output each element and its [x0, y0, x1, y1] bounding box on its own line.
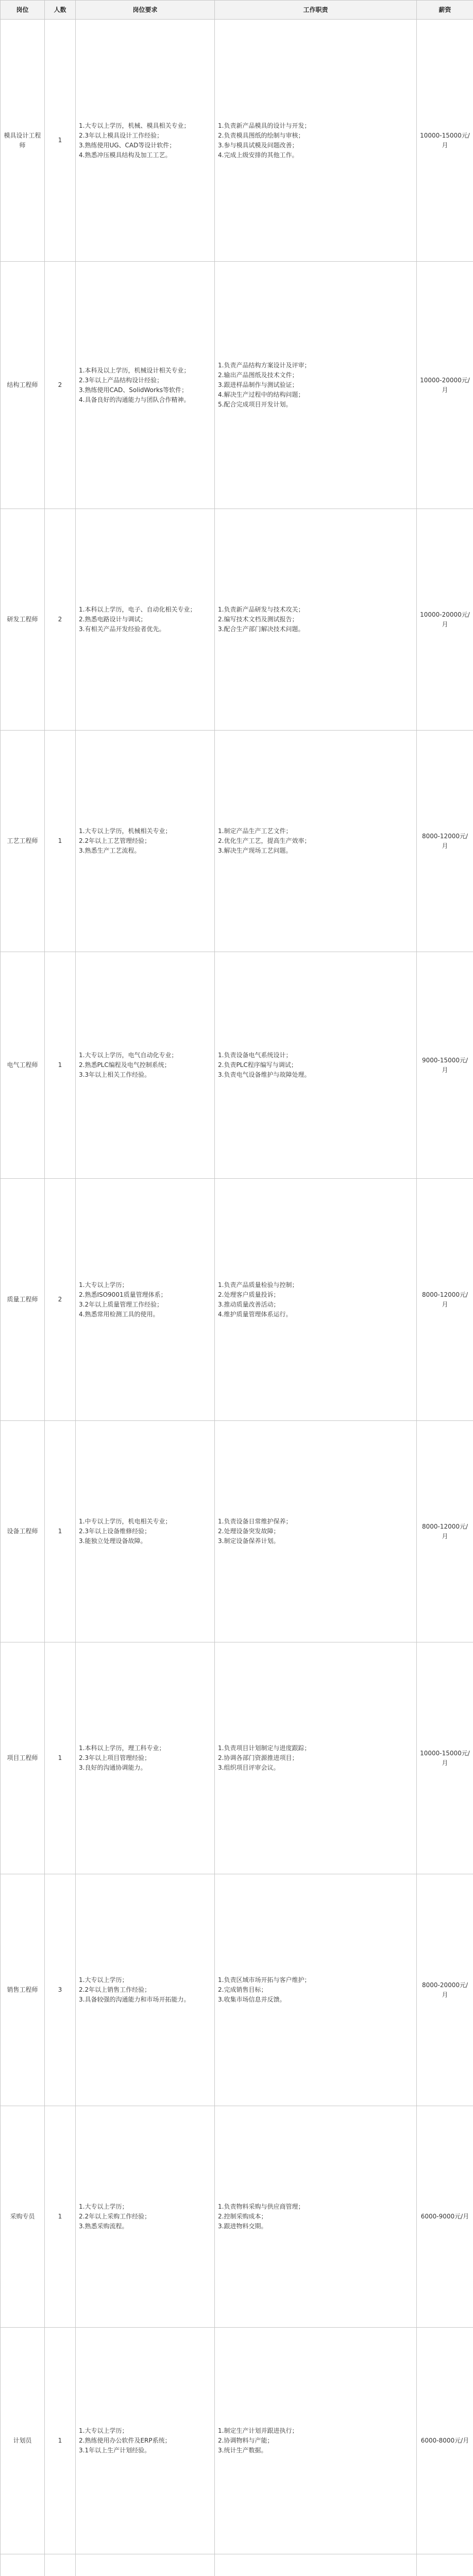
cell-duties: 1.负责区域市场开拓与客户维护； 2.完成销售目标； 3.收集市场信息并反馈。	[215, 1874, 417, 2106]
cell-requirements	[76, 2554, 215, 2576]
cell-duties: 1.制定生产计划并跟进执行； 2.协调物料与产能； 3.统计生产数据。	[215, 2328, 417, 2554]
cell-requirements: 1.本科以上学历，理工科专业； 2.3年以上项目管理经验； 3.良好的沟通协调能力。	[76, 1642, 215, 1874]
cell-position: 结构工程师	[1, 262, 45, 509]
cell-position: 模具设计工程师	[1, 20, 45, 262]
table-row	[1, 1421, 473, 1642]
cell-duties: 1.负责产品结构方案设计及评审； 2.输出产品图纸及技术文件； 3.跟进样品制作与测试验证； 4.解决生产过程中的结构问题； 5.配合完成项目开发计划。	[215, 262, 417, 509]
cell-requirements: 1.大专以上学历； 2.2年以上销售工作经验； 3.具备较强的沟通能力和市场开拓能力。	[76, 1874, 215, 2106]
job-table-body	[1, 20, 473, 2576]
table-row	[1, 1642, 473, 1874]
cell-headcount: 1	[45, 731, 76, 952]
cell-headcount: 1	[45, 2328, 76, 2554]
cell-salary	[417, 2554, 473, 2576]
table-row	[1, 2554, 473, 2576]
cell-requirements: 1.中专以上学历，机电相关专业； 2.3年以上设备维修经验； 3.能独立处理设备故障。	[76, 1421, 215, 1642]
header-headcount: 人数	[45, 1, 76, 20]
cell-duties: 1.负责新产品研发与技术攻关； 2.编写技术文档及测试报告； 3.配合生产部门解决技术问题。	[215, 509, 417, 731]
cell-headcount: 1	[45, 2106, 76, 2328]
cell-position: 质量工程师	[1, 1179, 45, 1421]
cell-requirements: 1.大专以上学历，机械相关专业； 2.2年以上工艺管理经验； 3.熟悉生产工艺流程。	[76, 731, 215, 952]
cell-position: 计划员	[1, 2328, 45, 2554]
cell-requirements: 1.大专以上学历，电气自动化专业； 2.熟悉PLC编程及电气控制系统； 3.3年以上相关工作经验。	[76, 952, 215, 1179]
cell-salary: 8000-20000元/月	[417, 1874, 473, 2106]
table-row	[1, 1874, 473, 2106]
cell-salary: 10000-15000元/月	[417, 20, 473, 262]
cell-salary: 9000-15000元/月	[417, 952, 473, 1179]
cell-position: 电气工程师	[1, 952, 45, 1179]
header-duties: 工作职责	[215, 1, 417, 20]
table-row	[1, 20, 473, 262]
table-row	[1, 2328, 473, 2554]
cell-salary: 10000-20000元/月	[417, 262, 473, 509]
header-requirements: 岗位要求	[76, 1, 215, 20]
table-row	[1, 1179, 473, 1421]
table-row	[1, 262, 473, 509]
cell-salary: 8000-12000元/月	[417, 731, 473, 952]
cell-position: 设备工程师	[1, 1421, 45, 1642]
cell-salary: 10000-15000元/月	[417, 1642, 473, 1874]
cell-salary: 6000-8000元/月	[417, 2328, 473, 2554]
cell-headcount: 2	[45, 1179, 76, 1421]
cell-position: 工艺工程师	[1, 731, 45, 952]
cell-requirements: 1.大专以上学历； 2.2年以上采购工作经验； 3.熟悉采购流程。	[76, 2106, 215, 2328]
cell-duties: 1.负责物料采购与供应商管理； 2.控制采购成本； 3.跟进物料交期。	[215, 2106, 417, 2328]
cell-headcount: 1	[45, 952, 76, 1179]
cell-salary: 8000-12000元/月	[417, 1179, 473, 1421]
cell-headcount: 3	[45, 1874, 76, 2106]
cell-requirements: 1.本科以上学历，电子、自动化相关专业； 2.熟悉电路设计与调试； 3.有相关产品开发经验者优先。	[76, 509, 215, 731]
cell-duties: 1.负责项目计划制定与进度跟踪； 2.协调各部门资源推进项目； 3.组织项目评审会议。	[215, 1642, 417, 1874]
cell-position: 采购专员	[1, 2106, 45, 2328]
cell-requirements: 1.本科及以上学历，机械设计相关专业； 2.3年以上产品结构设计经验； 3.熟练使用CAD、SolidWorks等软件； 4.具备良好的沟通能力与团队合作精神。	[76, 262, 215, 509]
cell-duties: 1.负责产品质量检验与控制； 2.处理客户质量投诉； 3.推动质量改善活动； 4.维护质量管理体系运行。	[215, 1179, 417, 1421]
cell-position: 研发工程师	[1, 509, 45, 731]
cell-duties: 1.负责设备电气系统设计； 2.负责PLC程序编写与调试； 3.负责电气设备维护与故障处理。	[215, 952, 417, 1179]
cell-duties: 1.制定产品生产工艺文件； 2.优化生产工艺，提高生产效率； 3.解决生产现场工艺问题。	[215, 731, 417, 952]
cell-duties	[215, 2554, 417, 2576]
cell-requirements: 1.大专以上学历； 2.熟练使用办公软件及ERP系统； 3.1年以上生产计划经验。	[76, 2328, 215, 2554]
table-row	[1, 731, 473, 952]
cell-position: 销售工程师	[1, 1874, 45, 2106]
table-row	[1, 2106, 473, 2328]
cell-salary: 8000-12000元/月	[417, 1421, 473, 1642]
cell-position: 项目工程师	[1, 1642, 45, 1874]
cell-position	[1, 2554, 45, 2576]
cell-headcount: 1	[45, 1642, 76, 1874]
table-header-row	[1, 1, 473, 20]
cell-duties: 1.负责设备日常维护保养； 2.处理设备突发故障； 3.制定设备保养计划。	[215, 1421, 417, 1642]
cell-headcount: 2	[45, 509, 76, 731]
cell-salary: 6000-9000元/月	[417, 2106, 473, 2328]
cell-salary: 10000-20000元/月	[417, 509, 473, 731]
cell-headcount	[45, 2554, 76, 2576]
table-row	[1, 952, 473, 1179]
cell-headcount: 2	[45, 262, 76, 509]
cell-duties: 1.负责新产品模具的设计与开发； 2.负责模具图纸的绘制与审核； 3.参与模具试模及问题改善； 4.完成上级安排的其他工作。	[215, 20, 417, 262]
table-row	[1, 509, 473, 731]
header-position: 岗位	[1, 1, 45, 20]
cell-headcount: 1	[45, 1421, 76, 1642]
cell-requirements: 1.大专以上学历，机械、模具相关专业； 2.3年以上模具设计工作经验； 3.熟练使用UG、CAD等设计软件； 4.熟悉冲压模具结构及加工工艺。	[76, 20, 215, 262]
cell-requirements: 1.大专以上学历； 2.熟悉ISO9001质量管理体系； 3.2年以上质量管理工作经验； 4.熟悉常用检测工具的使用。	[76, 1179, 215, 1421]
header-salary: 薪资	[417, 1, 473, 20]
cell-headcount: 1	[45, 20, 76, 262]
